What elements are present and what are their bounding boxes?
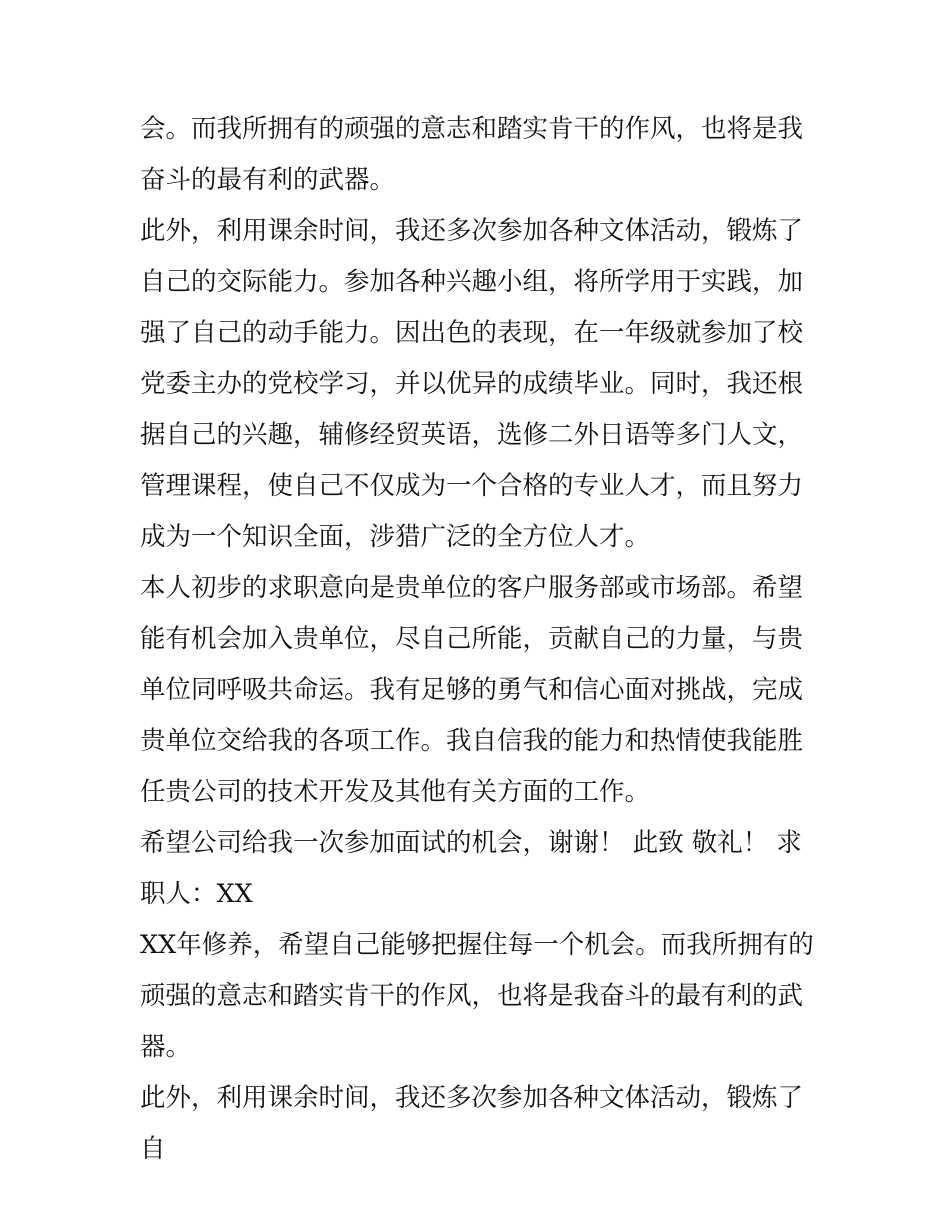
paragraph-repeat-intro: XX年修养，希望自己能够把握住每一个机会。而我所拥有的顽强的意志和踏实肯干的作风，也将是我奋斗的最有利的武器。 bbox=[140, 930, 814, 1062]
paragraph-closing-fragment: 会。而我所拥有的顽强的意志和踏实肯干的作风，也将是我奋斗的最有利的武器。 bbox=[140, 114, 804, 195]
paragraph-sign-off: 希望公司给我一次参加面试的机会，谢谢！ 此致 敬礼！ 求职人：XX bbox=[140, 828, 802, 909]
paragraph-repeat-activities: 此外，利用课余时间，我还多次参加各种文体活动，锻炼了自 bbox=[140, 1083, 804, 1164]
paragraph-job-intention: 本人初步的求职意向是贵单位的客户服务部或市场部。希望能有机会加入贵单位，尽自己所能，贡献自己的力量，与贵单位同呼吸共命运。我有足够的勇气和信心面对挑战，完成贵单位交给我的各项工作。我自信我的能力和热情使我能胜任贵公司的技术开发及其他有关方面的工作。 bbox=[140, 573, 804, 807]
document-body bbox=[140, 104, 815, 1175]
paragraph-activities: 此外，利用课余时间，我还多次参加各种文体活动，锻炼了自己的交际能力。参加各种兴趣小组，将所学用于实践，加强了自己的动手能力。因出色的表现，在一年级就参加了校党委主办的党校学习，并以优异的成绩毕业。同时，我还根据自己的兴趣，辅修经贸英语，选修二外日语等多门人文，管理课程，使自己不仅成为一个合格的专业人才，而且努力成为一个知识全面，涉猎广泛的全方位人才。 bbox=[140, 216, 804, 552]
